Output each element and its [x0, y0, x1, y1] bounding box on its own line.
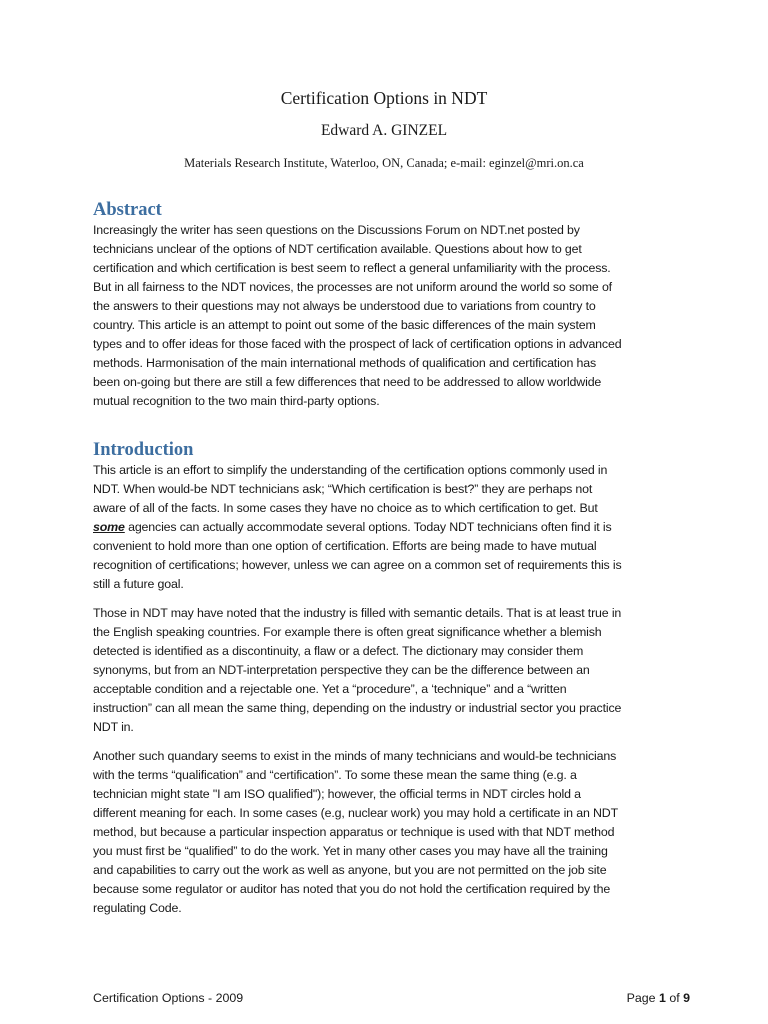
paragraph-line [93, 518, 683, 537]
introduction-paragraph-3 [93, 747, 683, 918]
paragraph-line: regulating Code. [93, 901, 182, 915]
paragraph-line: aware of all of the facts. In some cases they have no choice as to which certification to get. But [93, 501, 598, 515]
paragraph-line: still a future goal. [93, 577, 184, 591]
paragraph-line: different meaning for each. In some cases (e.g, nuclear work) you may hold a certificate in an NDT [93, 806, 619, 820]
abstract-line: been on-going but there are still a few differences that need to be addressed to allow worldwide [93, 375, 602, 389]
paragraph-line: with the terms “qualification” and “certification”. To some these mean the same thing (e.g. a [93, 768, 577, 782]
paragraph-line: and capabilities to carry out the work as well as anyone, but you are not permitted on the job site [93, 863, 607, 877]
paragraph-line: Another such quandary seems to exist in the minds of many technicians and would-be technicians [93, 749, 617, 763]
line-remainder: agencies can actually accommodate several options. Today NDT technicians often find it is [124, 520, 612, 534]
paragraph-line: recognition of certifications; however, unless we can agree on a common set of requirements this is [93, 558, 622, 572]
paragraph-line: method, but because a particular inspection apparatus or technique is used with that NDT method [93, 825, 615, 839]
paragraph-line: synonyms, but from an NDT-interpretation perspective they can be the difference between an [93, 663, 590, 677]
abstract-line: mutual recognition to the two main third-party options. [93, 394, 380, 408]
footer-document-label: Certification Options - 2009 [93, 991, 244, 1005]
abstract-line: the answers to their questions may not always be understood due to variations from country to [93, 299, 596, 313]
paragraph-line: NDT in. [93, 720, 134, 734]
introduction-paragraph-2 [93, 604, 683, 737]
paragraph-line: convenient to hold more than one option of certification. Efforts are being made to have mutual [93, 539, 597, 553]
introduction-heading: Introduction [93, 440, 194, 460]
introduction-paragraph-1 [93, 461, 683, 594]
abstract-line: Increasingly the writer has seen questions on the Discussions Forum on NDT.net posted by [93, 223, 580, 237]
emphasized-word: some [93, 520, 125, 534]
page-label: Page [626, 991, 659, 1005]
paragraph-line: Those in NDT may have noted that the industry is filled with semantic details. That is at least true in [93, 606, 622, 620]
abstract-line: methods. Harmonisation of the main international methods of qualification and certification has [93, 356, 597, 370]
paragraph-line: because some regulator or auditor has noted that you do not hold the certification required by the [93, 882, 611, 896]
paragraph-line: This article is an effort to simplify the understanding of the certification options commonly used in [93, 463, 608, 477]
author-affiliation: Materials Research Institute, Waterloo, ON, Canada; e-mail: eginzel@mri.on.ca [184, 156, 584, 170]
paragraph-line: detected is identified as a discontinuity, a flaw or a defect. The dictionary may consider them [93, 644, 584, 658]
paragraph-line: you must first be “qualified” to do the work. Yet in many other cases you may have all the training [93, 844, 608, 858]
paragraph-line: acceptable condition and a rejectable one. Yet a “procedure”, a ‘technique” and a “written [93, 682, 567, 696]
footer-page-number [627, 989, 690, 1007]
document-title: Certification Options in NDT [280, 88, 488, 108]
abstract-heading: Abstract [93, 200, 162, 220]
abstract-line: types and to offer ideas for those faced with the prospect of lack of certification options in advanced [93, 337, 622, 351]
paragraph-line: the English speaking countries. For example there is often great significance whether a blemish [93, 625, 602, 639]
abstract-line: certification and which certification is best seem to reflect a general unfamiliarity with the process. [93, 261, 611, 275]
abstract-line: technicians unclear of the options of NDT certification available. Questions about how to get [93, 242, 582, 256]
abstract-line: country. This article is an attempt to point out some of the basic differences of the main system [93, 318, 596, 332]
paragraph-line: NDT. When would-be NDT technicians ask; “Which certification is best?” they are perhaps not [93, 482, 593, 496]
paragraph-line: instruction” can all mean the same thing, depending on the industry or industrial sector you practice [93, 701, 622, 715]
page-total: 9 [683, 991, 690, 1005]
paragraph-line: technician might state "I am ISO qualified"); however, the official terms in NDT circles hold a [93, 787, 581, 801]
abstract-paragraph [93, 221, 683, 411]
page-current: 1 [658, 991, 666, 1005]
page-of-label: of [665, 991, 684, 1005]
abstract-line: But in all fairness to the NDT novices, the processes are not uniform around the world so some of [93, 280, 612, 294]
author-name: Edward A. GINZEL [320, 122, 448, 139]
